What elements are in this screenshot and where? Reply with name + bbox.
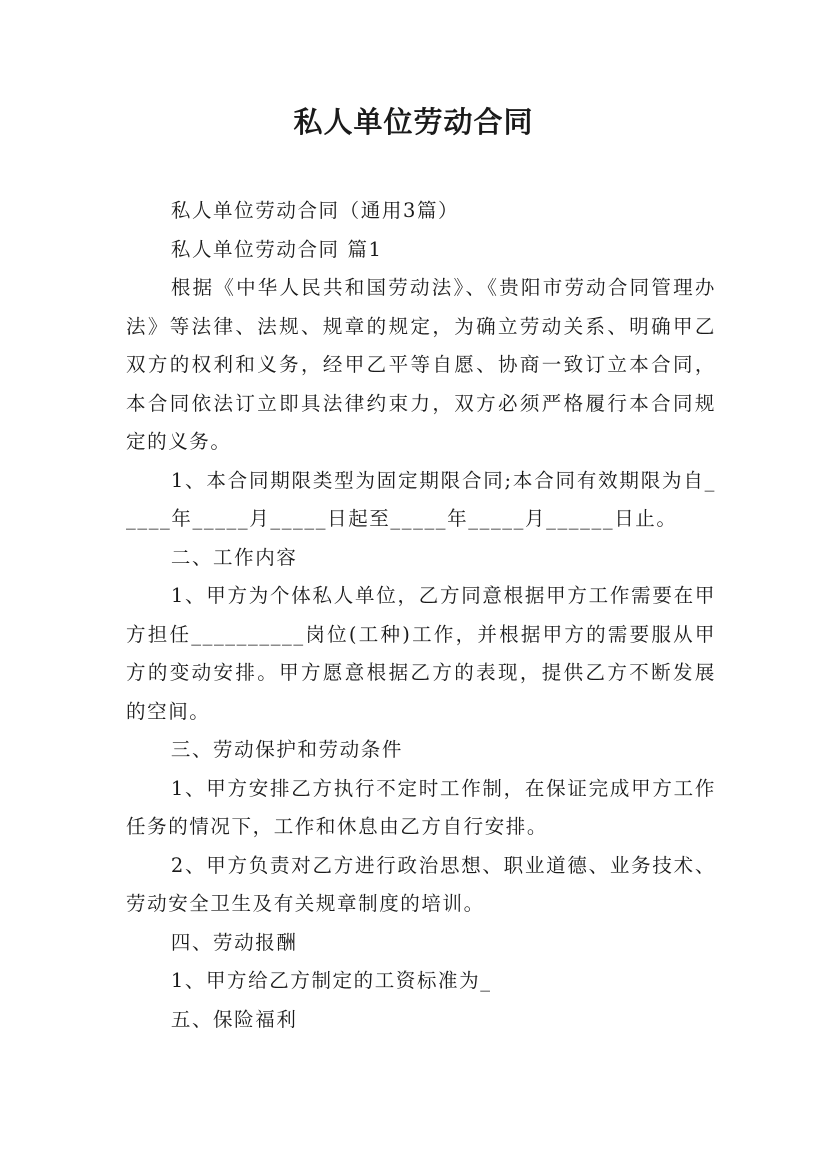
section-heading-part-1: 私人单位劳动合同 篇1 [170,237,383,261]
paragraph-wage-standard: 1、甲方给乙方制定的工资标准为_ [170,969,492,992]
section-heading-labor-protection: 三、劳动保护和劳动条件 [170,738,403,761]
paragraph-training: 2、甲方负责对乙方进行政治思想、职业道德、业务技术、劳动安全卫生及有关规章制度的培训。 [126,853,716,915]
paragraph-preamble: 根据《中华人民共和国劳动法》、《贵阳市劳动合同管理办法》等法律、法规、规章的规定，为确立劳动关系、明确甲乙双方的权利和义务，经甲乙平等自愿、协商一致订立本合同，本合同依法订立即具法律约束力，双方必须严格履行本合同规定的义务。 [126,276,716,453]
paragraph-work-content: 1、甲方为个体私人单位，乙方同意根据甲方工作需要在甲方担任__________岗位(工种)工作，并根据甲方的需要服从甲方的变动安排。甲方愿意根据乙方的表现，提供乙方不断发展的空间。 [126,584,716,723]
section-heading-remuneration: 四、劳动报酬 [170,930,298,954]
doc-subtitle: 私人单位劳动合同（通用3篇） [170,199,460,222]
paragraph-contract-term: 1、本合同期限类型为固定期限合同;本合同有效期限为自_____年_____月_____日起至_____年_____月______日止。 [126,468,716,530]
document-body [126,192,716,1039]
section-heading-insurance-welfare: 五、保险福利 [170,1007,298,1031]
paragraph-working-hours: 1、甲方安排乙方执行不定时工作制，在保证完成甲方工作任务的情况下，工作和休息由乙方自行安排。 [126,776,716,838]
section-heading-work-content: 二、工作内容 [170,545,298,569]
document-title: 私人单位劳动合同 [293,105,534,139]
